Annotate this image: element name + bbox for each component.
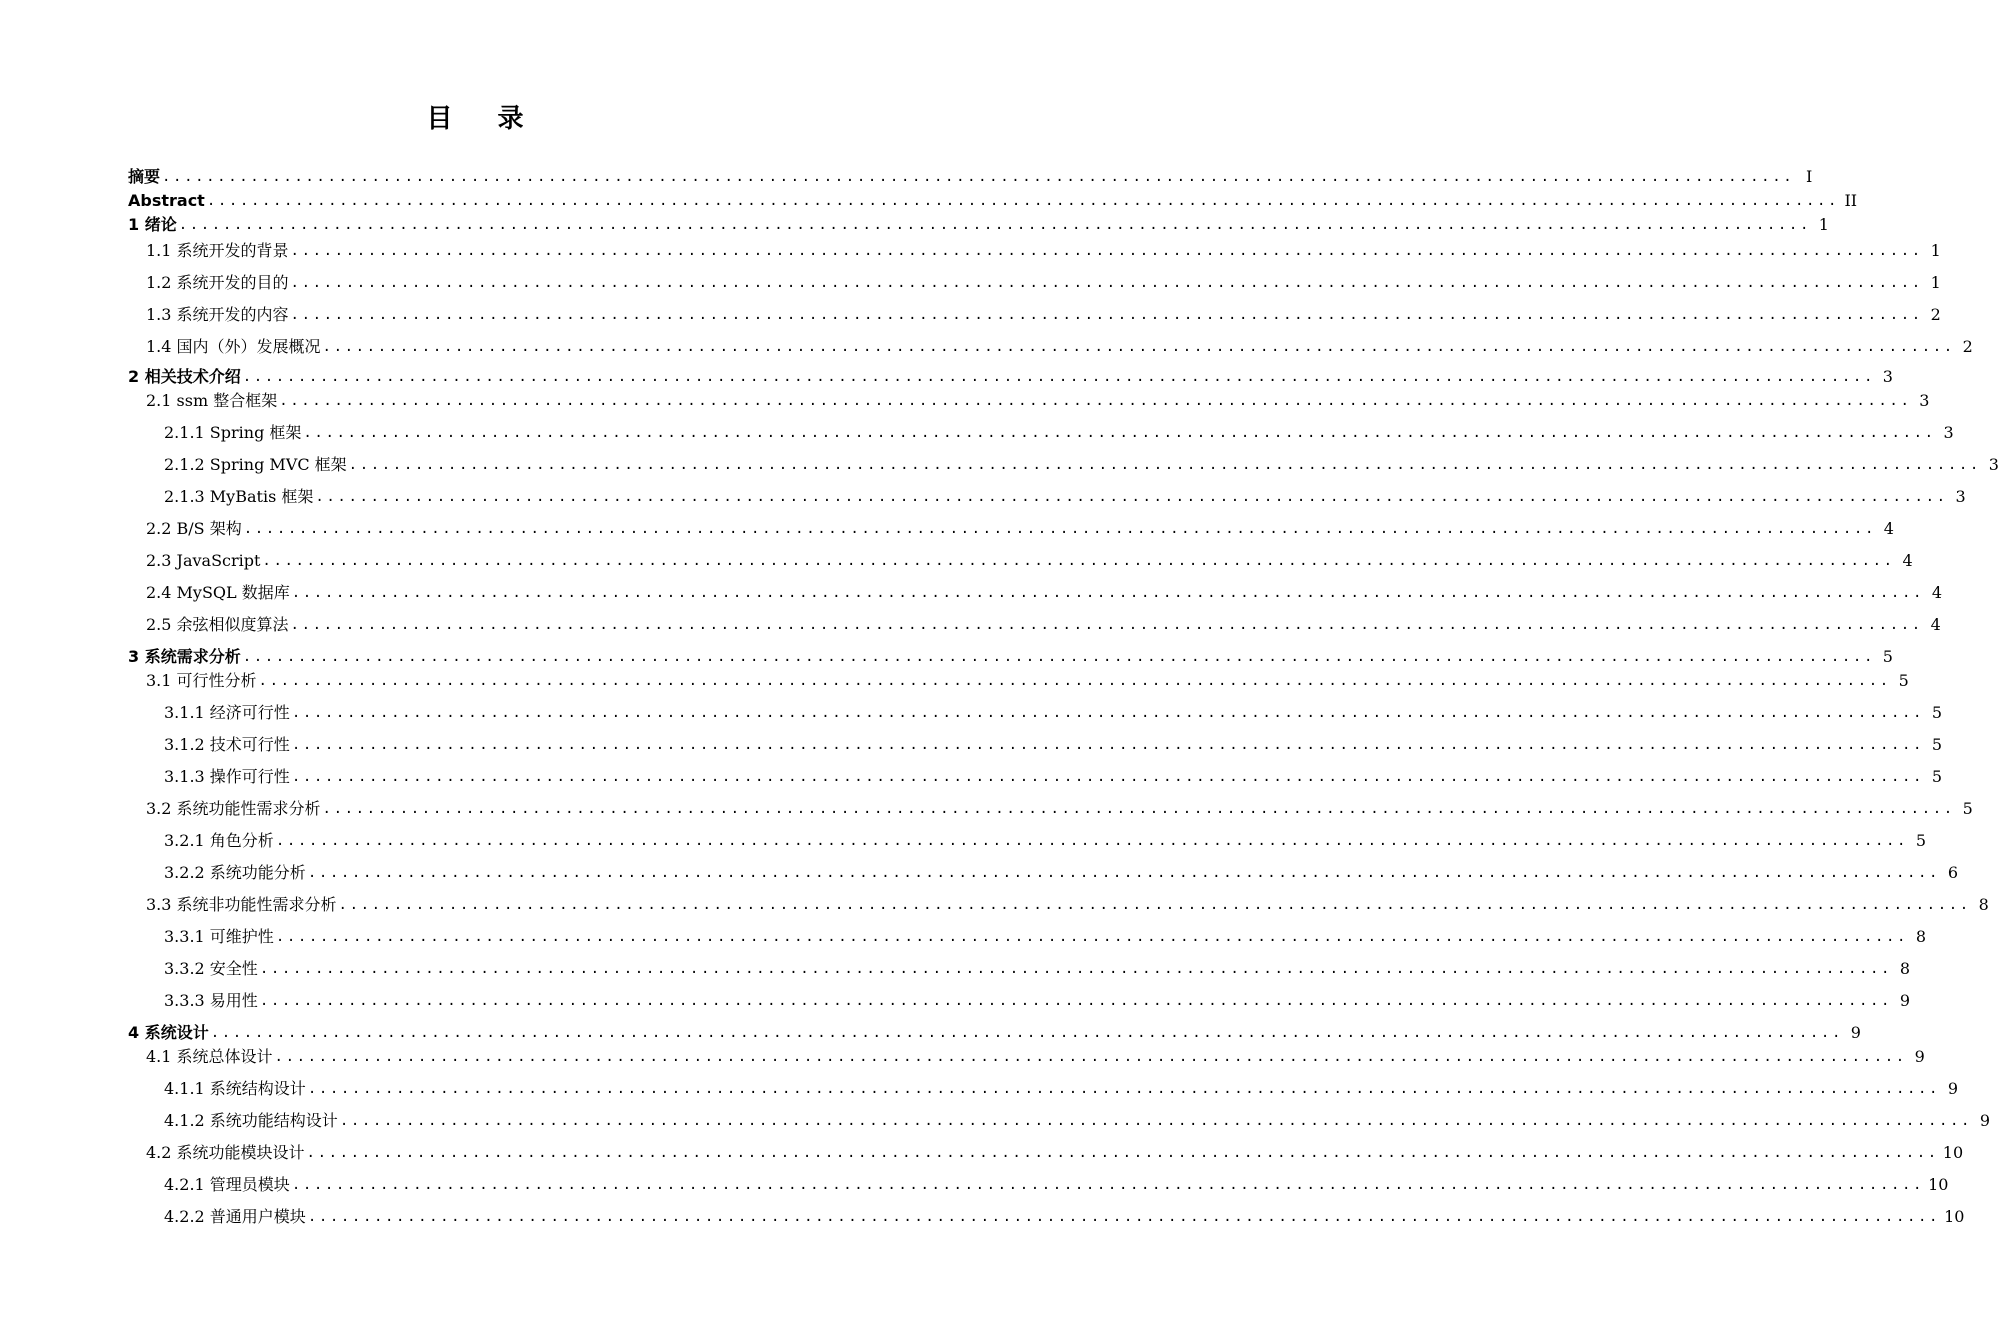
toc-leader-dots: .................................................................................................................................................... bbox=[259, 961, 1893, 977]
toc-entry[interactable] bbox=[146, 579, 1942, 603]
toc-leader-dots: .................................................................................................................................................... bbox=[322, 801, 1955, 817]
toc-page-number: 5 bbox=[1962, 799, 1973, 818]
toc-page-number: 10 bbox=[1942, 1143, 1964, 1162]
toc-page-number: 3 bbox=[1955, 487, 1966, 506]
toc-leader-dots: .................................................................................................................................................... bbox=[348, 457, 1981, 473]
toc-entry-label: 4.2.2 普通用户模块 bbox=[164, 1207, 306, 1226]
toc-leader-dots: .................................................................................................................................................... bbox=[242, 369, 1875, 385]
toc-page-number: 3 bbox=[1919, 391, 1930, 410]
toc-leader-dots: .................................................................................................................................................... bbox=[291, 705, 1925, 721]
toc-entry-label: 1 绪论 bbox=[128, 215, 177, 234]
toc-entry[interactable] bbox=[128, 211, 1829, 235]
toc-entry-label: 3.2 系统功能性需求分析 bbox=[146, 799, 321, 818]
toc-entry-label: 3.3.3 易用性 bbox=[164, 991, 258, 1010]
toc-entry-label: 3.1.2 技术可行性 bbox=[164, 735, 290, 754]
toc-entry[interactable] bbox=[146, 269, 1941, 293]
toc-entry[interactable] bbox=[164, 699, 1943, 723]
toc-entry-label: 2.2 B/S 架构 bbox=[146, 519, 242, 538]
toc-leader-dots: .................................................................................................................................................... bbox=[291, 769, 1925, 785]
toc-leader-dots: .................................................................................................................................................... bbox=[338, 897, 1971, 913]
toc-entry[interactable] bbox=[146, 795, 1973, 819]
toc-entry[interactable] bbox=[146, 667, 1909, 691]
toc-leader-dots: .................................................................................................................................................... bbox=[274, 1049, 1907, 1065]
toc-leader-dots: .................................................................................................................................................... bbox=[275, 929, 1909, 945]
toc-leader-dots: .................................................................................................................................................... bbox=[290, 617, 1923, 633]
toc-entry[interactable] bbox=[164, 859, 1959, 883]
toc-entry-label: 3.2.2 系统功能分析 bbox=[164, 863, 306, 882]
toc-page-number: 4 bbox=[1902, 551, 1913, 570]
toc-leader-dots: .................................................................................................................................................... bbox=[303, 425, 1936, 441]
toc-leader-dots: .................................................................................................................................................... bbox=[306, 1145, 1939, 1161]
toc-leader-dots: .................................................................................................................................................... bbox=[315, 489, 1948, 505]
toc-leader-dots: .................................................................................................................................................... bbox=[291, 585, 1924, 601]
toc-entry[interactable] bbox=[146, 1043, 1925, 1067]
toc-page-number: 9 bbox=[1850, 1023, 1861, 1042]
toc-entry[interactable] bbox=[146, 547, 1913, 571]
toc-entry-label: 3.1.1 经济可行性 bbox=[164, 703, 290, 722]
toc-page-number: 1 bbox=[1930, 273, 1941, 292]
toc-page-number: 10 bbox=[1928, 1175, 1949, 1194]
toc-entry-label: 1.1 系统开发的背景 bbox=[146, 241, 289, 260]
toc-entry[interactable] bbox=[146, 891, 1989, 915]
toc-page-number: 5 bbox=[1915, 831, 1927, 850]
toc-entry[interactable] bbox=[146, 301, 1941, 325]
toc-entry-label: 3.2.1 角色分析 bbox=[164, 831, 274, 850]
toc-page-number: 4 bbox=[1931, 583, 1942, 602]
toc-page-number: 5 bbox=[1931, 735, 1943, 754]
toc-entry[interactable] bbox=[164, 1075, 1959, 1099]
toc-entry-label: 4.1 系统总体设计 bbox=[146, 1047, 273, 1066]
toc-leader-dots: .................................................................................................................................................... bbox=[307, 1081, 1941, 1097]
toc-page-number: 8 bbox=[1915, 927, 1927, 946]
toc-entry[interactable] bbox=[128, 1019, 1861, 1043]
toc-leader-dots: .................................................................................................................................................... bbox=[322, 339, 1955, 355]
toc-entry[interactable] bbox=[146, 611, 1941, 635]
toc-entry-label: 3 系统需求分析 bbox=[128, 647, 241, 666]
toc-entry[interactable] bbox=[128, 643, 1893, 667]
toc-entry[interactable] bbox=[128, 363, 1893, 387]
toc-entry-label: Abstract bbox=[128, 191, 205, 210]
toc-entry[interactable] bbox=[146, 515, 1894, 539]
toc-leader-dots: .................................................................................................................................................... bbox=[243, 521, 1876, 537]
toc-entry-label: 2 相关技术介绍 bbox=[128, 367, 241, 386]
toc-leader-dots: .................................................................................................................................................... bbox=[279, 393, 1912, 409]
toc-entry-label: 4.1.1 系统结构设计 bbox=[164, 1079, 306, 1098]
toc-entry[interactable] bbox=[164, 1171, 1949, 1195]
toc-page-number: 3 bbox=[1882, 367, 1893, 386]
toc-leader-dots: .................................................................................................................................................... bbox=[258, 673, 1891, 689]
toc-leader-dots: .................................................................................................................................................... bbox=[307, 865, 1941, 881]
toc-leader-dots: .................................................................................................................................................... bbox=[339, 1113, 1973, 1129]
toc-entry[interactable] bbox=[164, 483, 1966, 507]
toc-entry-label: 2.1.1 Spring 框架 bbox=[164, 423, 302, 442]
toc-page-number: 1 bbox=[1818, 215, 1829, 234]
toc-page-number: 8 bbox=[1899, 959, 1911, 978]
toc-entry-label: 2.4 MySQL 数据库 bbox=[146, 583, 290, 602]
toc-page-number: 10 bbox=[1944, 1207, 1965, 1226]
toc-page-number: 5 bbox=[1898, 671, 1909, 690]
toc-leader-dots: .................................................................................................................................................... bbox=[206, 193, 1840, 209]
toc-entry-label: 4.1.2 系统功能结构设计 bbox=[164, 1111, 338, 1130]
toc-page-number: 6 bbox=[1947, 863, 1959, 882]
toc-title: 目 录 bbox=[426, 104, 542, 134]
toc-entry[interactable] bbox=[164, 763, 1943, 787]
toc-page-number: 9 bbox=[1899, 991, 1911, 1010]
toc-page-number: 9 bbox=[1979, 1111, 1991, 1130]
toc-entry-label: 1.4 国内（外）发展概况 bbox=[146, 337, 321, 356]
toc-entry[interactable] bbox=[164, 1203, 1965, 1227]
toc-entry-label: 摘要 bbox=[128, 167, 161, 186]
toc-leader-dots: .................................................................................................................................................... bbox=[291, 737, 1925, 753]
toc-entry[interactable] bbox=[128, 187, 1858, 211]
toc-page-number: 2 bbox=[1962, 337, 1973, 356]
toc-leader-dots: .................................................................................................................................................... bbox=[275, 833, 1909, 849]
toc-entry-label: 3.1.3 操作可行性 bbox=[164, 767, 290, 786]
toc-leader-dots: .................................................................................................................................................... bbox=[290, 243, 1923, 259]
toc-page-number: 9 bbox=[1947, 1079, 1959, 1098]
toc-leader-dots: .................................................................................................................................................... bbox=[290, 307, 1923, 323]
toc-entry-label: 4 系统设计 bbox=[128, 1023, 209, 1042]
toc-page-number: 4 bbox=[1930, 615, 1941, 634]
toc-entry-label: 2.5 余弦相似度算法 bbox=[146, 615, 289, 634]
toc-page-number: 1 bbox=[1930, 241, 1941, 260]
toc-leader-dots: .................................................................................................................................................... bbox=[307, 1209, 1941, 1225]
toc-entry[interactable] bbox=[128, 163, 1813, 187]
toc-entry-label: 3.3.2 安全性 bbox=[164, 959, 258, 978]
toc-entry-label: 3.1 可行性分析 bbox=[146, 671, 257, 690]
toc-leader-dots: .................................................................................................................................................... bbox=[162, 169, 1795, 185]
toc-entry-label: 3.3 系统非功能性需求分析 bbox=[146, 895, 337, 914]
toc-entry-label: 1.3 系统开发的内容 bbox=[146, 305, 289, 324]
toc-leader-dots: .................................................................................................................................................... bbox=[259, 993, 1893, 1009]
toc-entry[interactable] bbox=[146, 333, 1973, 357]
toc-page-number: II bbox=[1844, 191, 1858, 210]
toc-entry[interactable] bbox=[164, 827, 1927, 851]
toc-page-number: 3 bbox=[1943, 423, 1954, 442]
toc-entry[interactable] bbox=[164, 451, 1999, 475]
toc-entry-label: 2.1.2 Spring MVC 框架 bbox=[164, 455, 347, 474]
toc-page-number: 5 bbox=[1882, 647, 1893, 666]
toc-entry-label: 2.3 JavaScript bbox=[146, 551, 261, 570]
toc-entry[interactable] bbox=[164, 419, 1954, 443]
toc-page-number: 5 bbox=[1931, 703, 1943, 722]
toc-entry-label: 4.2.1 管理员模块 bbox=[164, 1175, 290, 1194]
toc-entry[interactable] bbox=[164, 987, 1911, 1011]
toc-page-number: 9 bbox=[1914, 1047, 1925, 1066]
toc-entry[interactable] bbox=[146, 1139, 1964, 1163]
toc-entry-label: 1.2 系统开发的目的 bbox=[146, 273, 289, 292]
toc-page-number: 5 bbox=[1931, 767, 1943, 786]
toc-page-number: 4 bbox=[1883, 519, 1894, 538]
toc-entry-label: 2.1.3 MyBatis 框架 bbox=[164, 487, 314, 506]
toc-entry[interactable] bbox=[146, 387, 1930, 411]
toc-entry[interactable] bbox=[164, 731, 1943, 755]
toc-leader-dots: .................................................................................................................................................... bbox=[178, 217, 1811, 233]
toc-page-number: 3 bbox=[1988, 455, 1999, 474]
toc-entry-label: 4.2 系统功能模块设计 bbox=[146, 1143, 305, 1162]
toc-entry[interactable] bbox=[164, 1107, 1991, 1131]
toc-entry-label: 3.3.1 可维护性 bbox=[164, 927, 274, 946]
toc-entry-label: 2.1 ssm 整合框架 bbox=[146, 391, 278, 410]
toc-page-number: 2 bbox=[1930, 305, 1941, 324]
toc-page-number: I bbox=[1805, 167, 1813, 186]
toc-leader-dots: .................................................................................................................................................... bbox=[291, 1177, 1925, 1193]
toc-entry[interactable] bbox=[146, 237, 1941, 261]
toc-leader-dots: .................................................................................................................................................... bbox=[210, 1025, 1843, 1041]
toc-page-number: 8 bbox=[1978, 895, 1989, 914]
toc-leader-dots: .................................................................................................................................................... bbox=[262, 553, 1895, 569]
toc-entry[interactable] bbox=[164, 955, 1911, 979]
toc-leader-dots: .................................................................................................................................................... bbox=[290, 275, 1923, 291]
toc-entry[interactable] bbox=[164, 923, 1927, 947]
toc-leader-dots: .................................................................................................................................................... bbox=[242, 649, 1875, 665]
